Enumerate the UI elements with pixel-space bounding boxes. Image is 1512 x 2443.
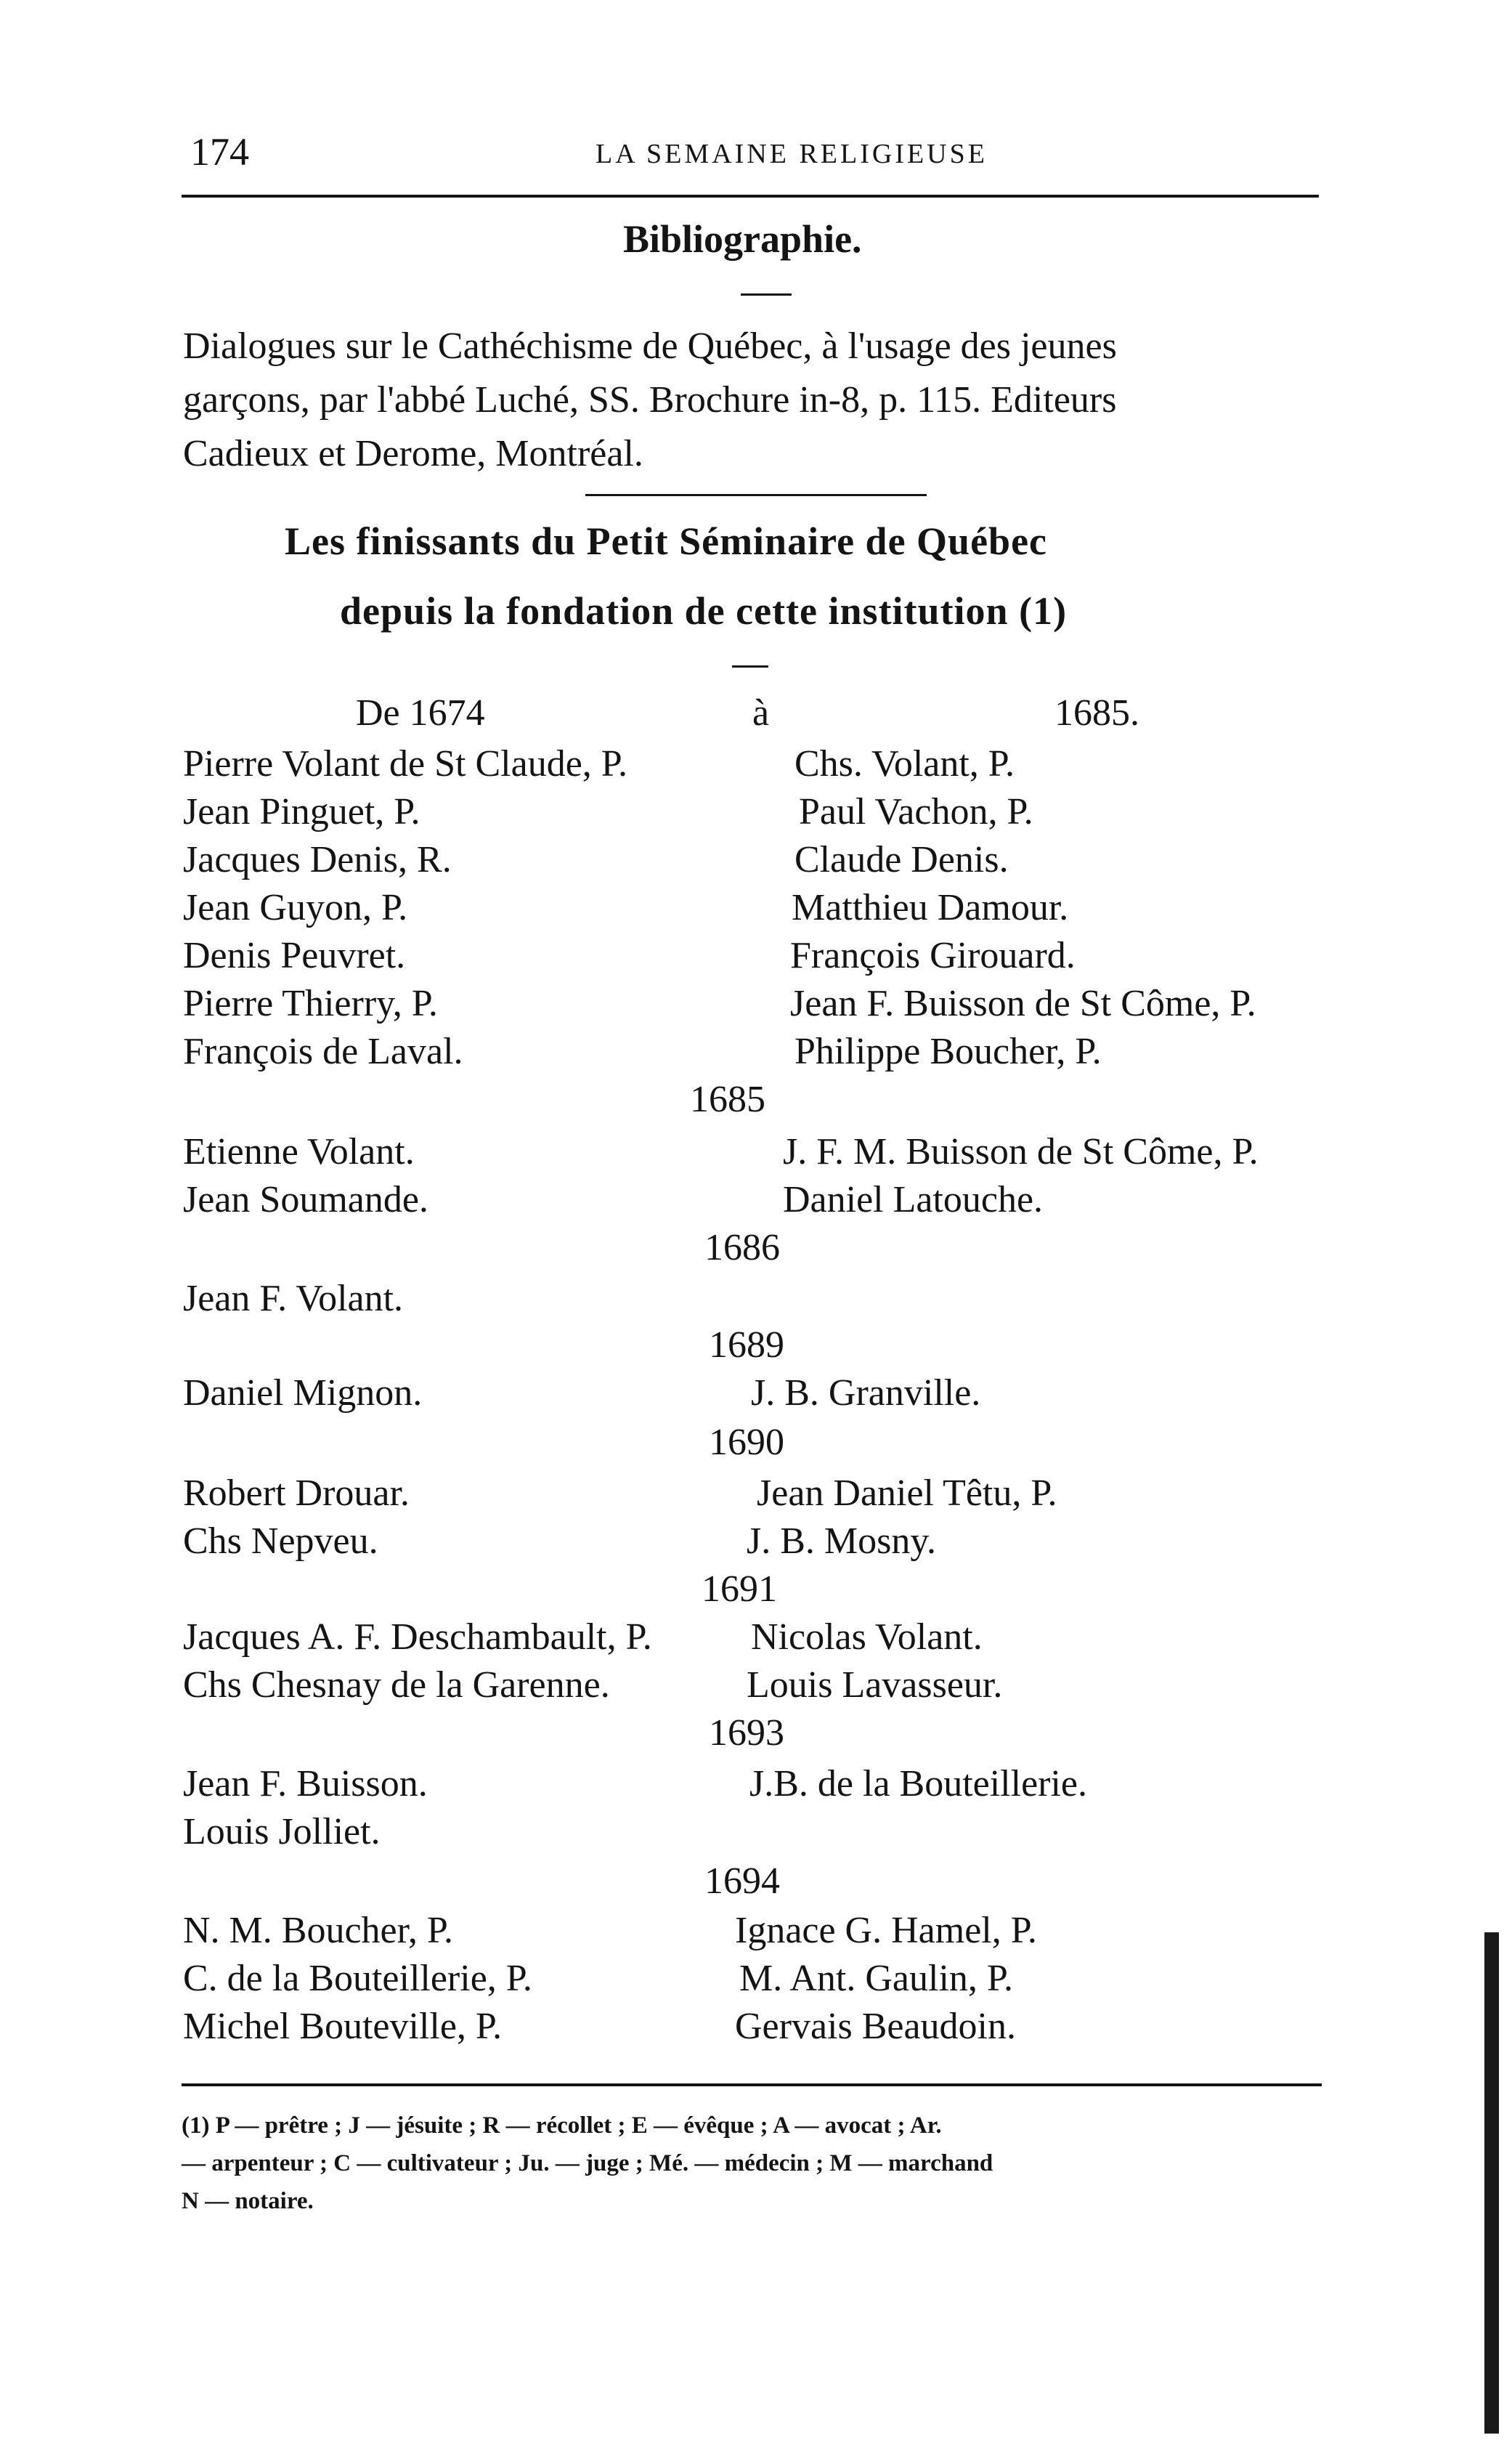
name-right: Chs. Volant, P.: [794, 743, 1015, 785]
article-title: Les finissants du Petit Séminaire de Québec: [285, 519, 1048, 563]
list-row: [0, 1030, 1512, 1078]
article-subtitle: depuis la fondation de cette institution (1): [340, 589, 1068, 633]
name-left: Michel Bouteville, P.: [183, 2006, 503, 2047]
year-heading: 1690: [709, 1422, 784, 1463]
name-right: Claude Denis.: [794, 839, 1009, 880]
name-right: Daniel Latouche.: [783, 1179, 1044, 1220]
name-left: Chs Nepveu.: [183, 1520, 378, 1562]
section-dash: [741, 293, 792, 296]
list-row: [0, 1178, 1512, 1226]
year-heading: 1689: [709, 1324, 784, 1366]
name-left: Jean F. Buisson.: [183, 1763, 428, 1804]
name-right: Paul Vachon, P.: [799, 791, 1033, 832]
year-heading: 1693: [709, 1712, 784, 1754]
list-row: [0, 1130, 1512, 1178]
bibliography-line: garçons, par l'abbé Luché, SS. Brochure in-8, p. 115. Editeurs: [183, 379, 1117, 421]
list-row: [0, 982, 1512, 1030]
name-left: Etienne Volant.: [183, 1131, 415, 1172]
footnote-line: — arpenteur ; C — cultivateur ; Ju. — juge ; Mé. — médecin ; M — marchand: [182, 2150, 993, 2176]
list-row: [0, 1520, 1512, 1568]
name-left: Chs Chesnay de la Garenne.: [183, 1664, 610, 1706]
header-rule: [182, 195, 1319, 198]
range-start: De 1674: [356, 692, 485, 734]
list-row: [0, 838, 1512, 886]
name-right: Philippe Boucher, P.: [794, 1031, 1102, 1072]
name-right: Jean F. Buisson de St Côme, P.: [790, 983, 1256, 1024]
bibliography-line: Cadieux et Derome, Montréal.: [183, 433, 643, 474]
scan-edge-shadow: [1484, 1932, 1499, 2434]
list-row: [0, 1616, 1512, 1664]
name-left: François de Laval.: [183, 1031, 463, 1072]
name-left: Jacques Denis, R.: [183, 839, 452, 880]
list-row: [0, 1472, 1512, 1520]
name-left: Denis Peuvret.: [183, 935, 406, 976]
list-row: [0, 1762, 1512, 1810]
name-right: Louis Lavasseur.: [747, 1664, 1003, 1706]
list-row: [0, 1277, 1512, 1325]
name-right: J. F. M. Buisson de St Côme, P.: [783, 1131, 1259, 1172]
separator-rule: [585, 494, 927, 496]
name-left: Pierre Volant de St Claude, P.: [183, 743, 627, 785]
name-left: N. M. Boucher, P.: [183, 1910, 454, 1951]
section-title: Bibliographie.: [623, 217, 862, 261]
bibliography-entry: [183, 320, 1359, 481]
name-left: Jean Pinguet, P.: [183, 791, 420, 832]
name-right: Jean Daniel Têtu, P.: [757, 1472, 1057, 1514]
range-end: 1685.: [1054, 692, 1139, 734]
name-left: Jean Soumande.: [183, 1179, 428, 1220]
title-dash: [732, 665, 768, 668]
list-row: [0, 1372, 1512, 1419]
list-row: [0, 934, 1512, 982]
page-number: 174: [190, 130, 249, 174]
name-left: Jean Guyon, P.: [183, 887, 408, 928]
name-right: J. B. Mosny.: [747, 1520, 937, 1562]
name-left: Louis Jolliet.: [183, 1811, 381, 1852]
name-right: François Girouard.: [790, 935, 1076, 976]
name-right: Nicolas Volant.: [751, 1616, 983, 1658]
list-row: [0, 1664, 1512, 1711]
list-row: [0, 1810, 1512, 1858]
name-right: Ignace G. Hamel, P.: [735, 1910, 1037, 1951]
footnote-rule: [182, 2083, 1322, 2086]
year-heading: 1694: [704, 1860, 780, 1902]
name-right: Gervais Beaudoin.: [735, 2006, 1017, 2047]
name-right: M. Ant. Gaulin, P.: [739, 1958, 1014, 1999]
name-right: Matthieu Damour.: [792, 887, 1069, 928]
name-left: Robert Drouar.: [183, 1472, 410, 1514]
list-row: [0, 742, 1512, 790]
name-right: J.B. de la Bouteillerie.: [749, 1763, 1088, 1804]
list-row: [0, 2005, 1512, 2053]
name-left: Jean F. Volant.: [183, 1278, 404, 1319]
footnote-line: (1) P — prêtre ; J — jésuite ; R — récollet ; E — évêque ; A — avocat ; Ar.: [182, 2112, 942, 2139]
list-row: [0, 1957, 1512, 2005]
name-left: Daniel Mignon.: [183, 1372, 423, 1414]
name-left: C. de la Bouteillerie, P.: [183, 1958, 532, 1999]
footnote-line: N — notaire.: [182, 2188, 314, 2214]
footnote: [182, 2107, 1314, 2220]
running-title: LA SEMAINE RELIGIEUSE: [596, 139, 988, 169]
list-row: [0, 1909, 1512, 1957]
year-heading: 1686: [704, 1227, 780, 1268]
bibliography-line: Dialogues sur le Cathéchisme de Québec, à l'usage des jeunes: [183, 325, 1117, 367]
year-heading: 1691: [702, 1568, 777, 1610]
name-left: Jacques A. F. Deschambault, P.: [183, 1616, 652, 1658]
list-row: [0, 886, 1512, 934]
year-heading: 1685: [690, 1079, 765, 1120]
name-right: J. B. Granville.: [751, 1372, 981, 1414]
range-separator: à: [752, 692, 770, 734]
list-row: [0, 790, 1512, 838]
name-left: Pierre Thierry, P.: [183, 983, 438, 1024]
